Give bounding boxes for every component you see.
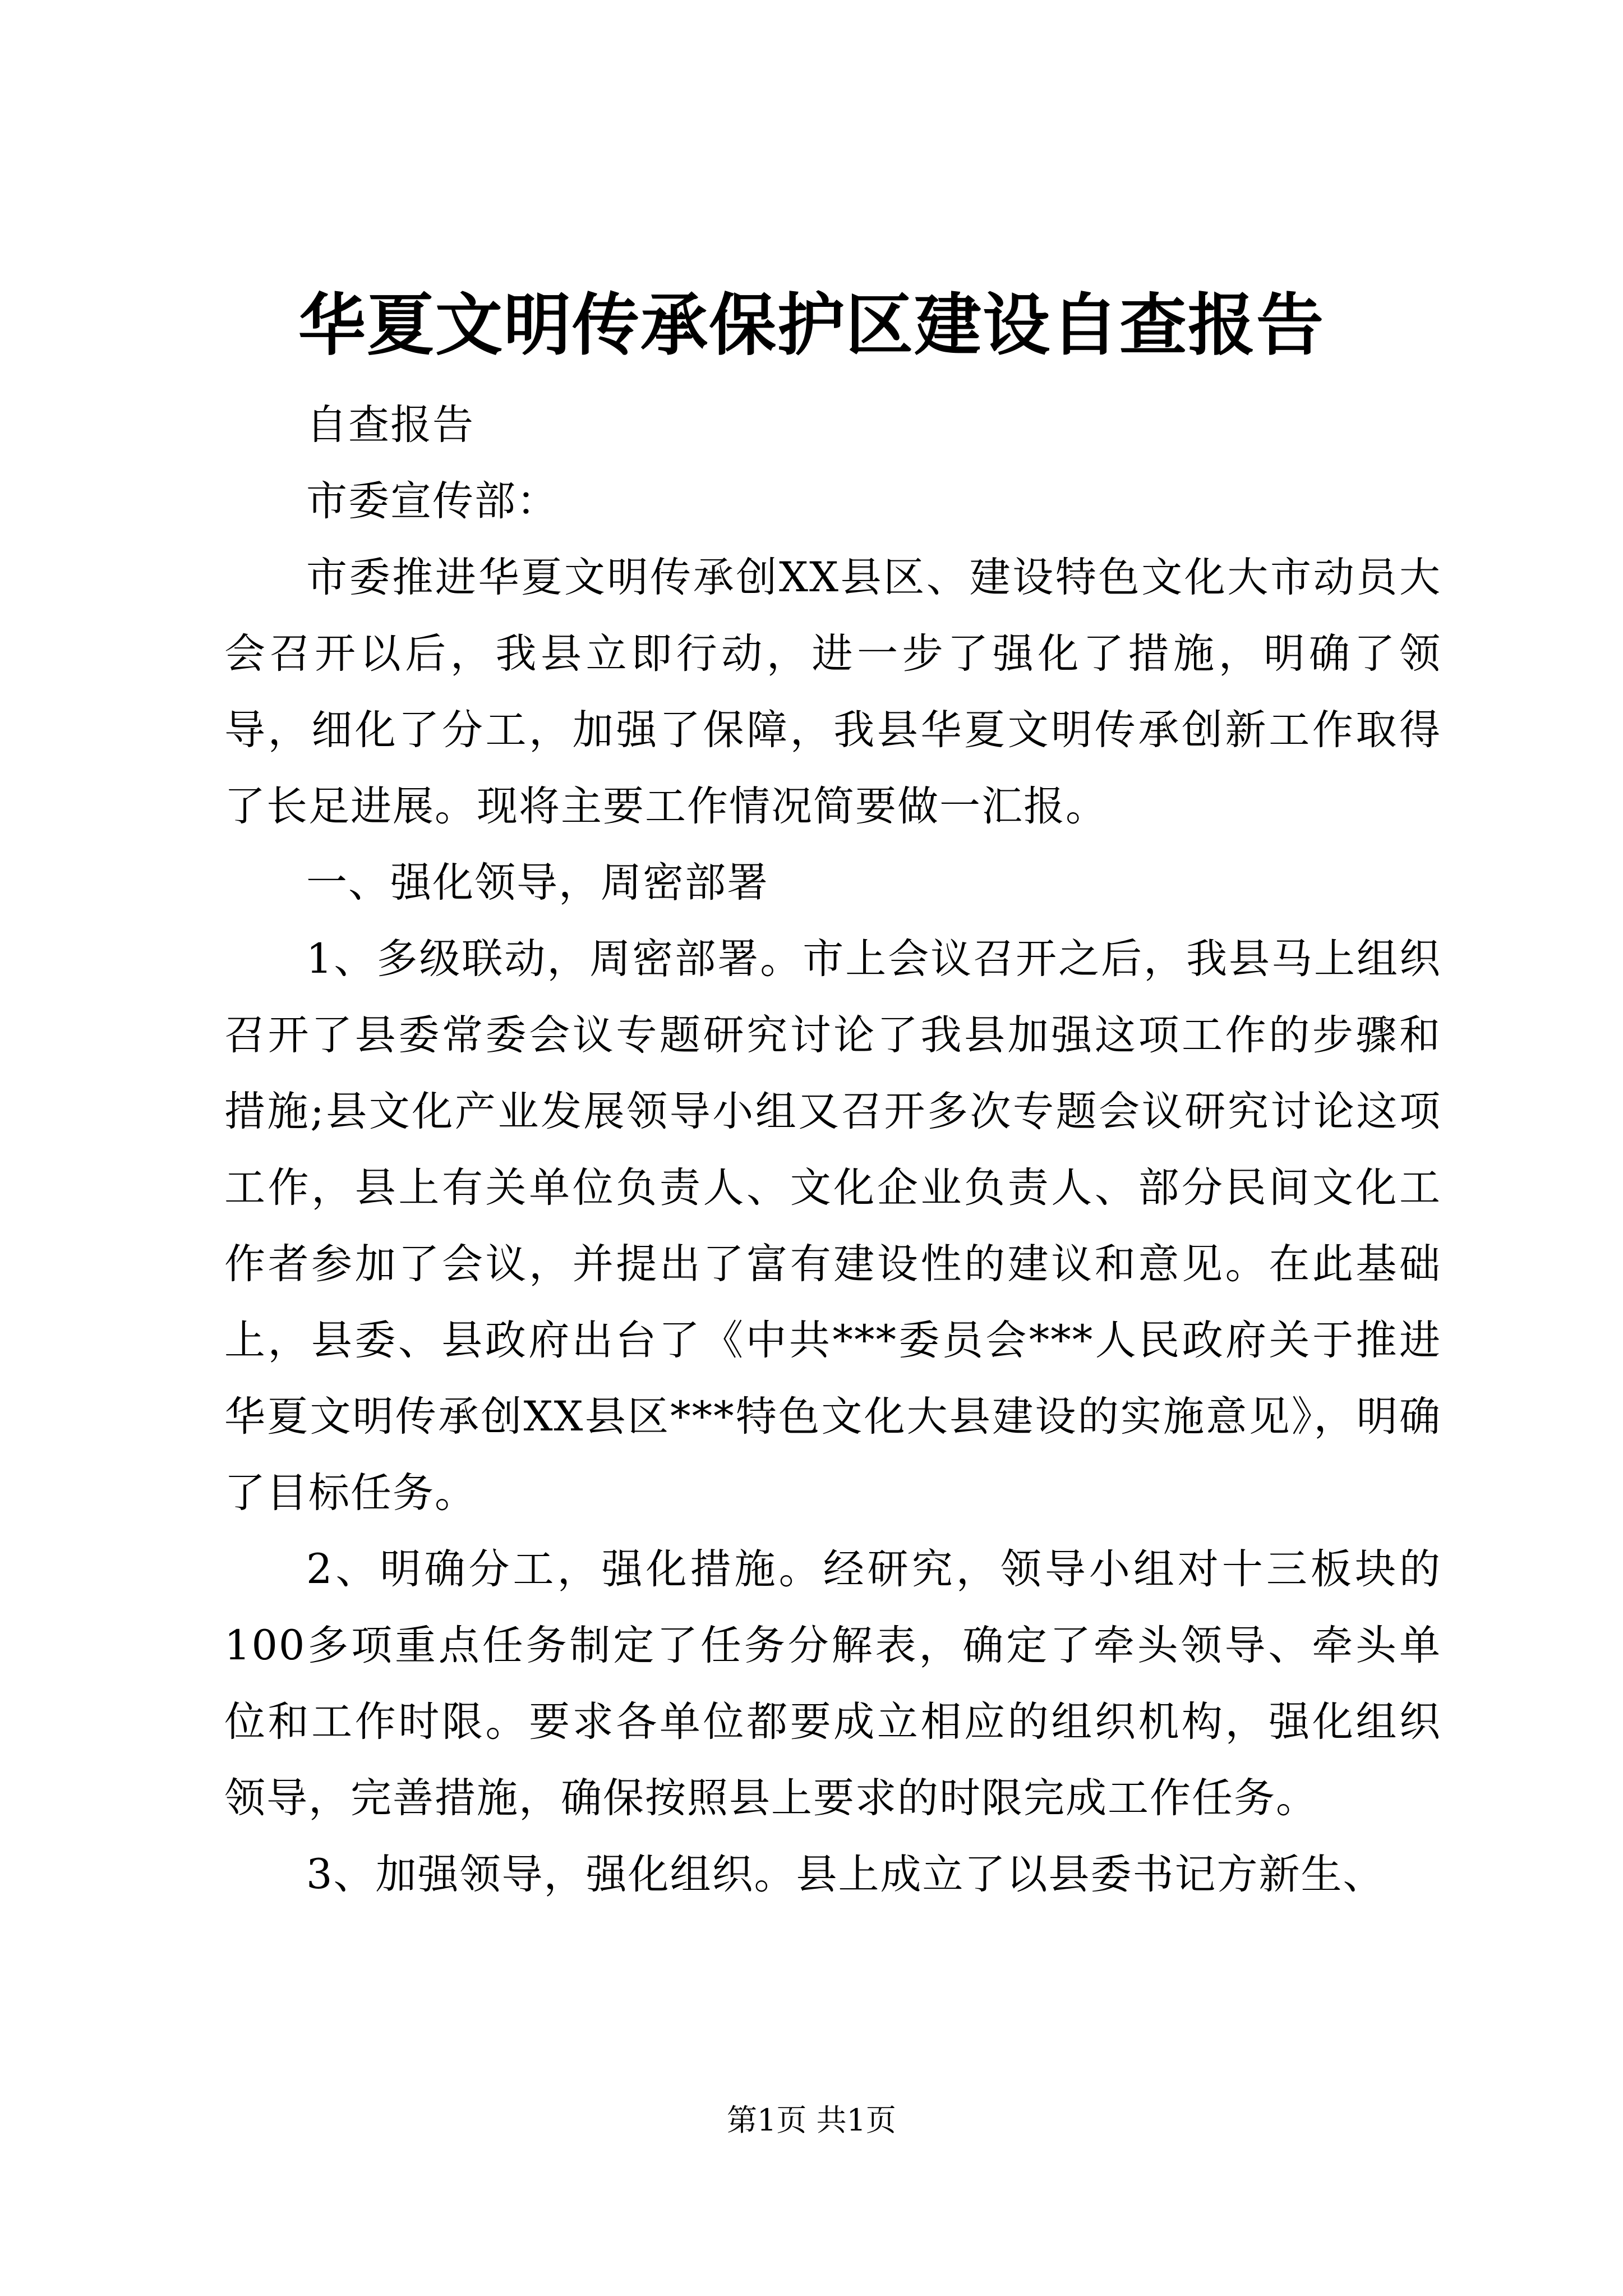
paragraph-item-2: 2、明确分工，强化措施。经研究，领导小组对十三板块的100多项重点任务制定了任务分解表，确定了牵头领导、牵头单位和工作时限。要求各单位都要成立相应的组织机构，强化组织领导，完善措施，确保按照县上要求的时限完成工作任务。 [224, 1545, 1441, 1822]
document-title: 华夏文明传承保护区建设自查报告 [298, 286, 1325, 365]
section-heading-1: 一、强化领导，周密部署 [306, 859, 769, 907]
document-body [224, 387, 1441, 1913]
paragraph-report-label: 自查报告 [306, 401, 474, 449]
paragraph-intro: 市委推进华夏文明传承创XX县区、建设特色文化大市动员大会召开以后，我县立即行动，进一步了强化了措施，明确了领导，细化了分工，加强了保障，我县华夏文明传承创新工作取得了长足进展。现将主要工作情况简要做一汇报。 [224, 554, 1441, 830]
paragraph-item-3: 3、加强领导，强化组织。县上成立了以县委书记方新生、 [306, 1851, 1385, 1898]
paragraph-item-1: 1、多级联动，周密部署。市上会议召开之后，我县马上组织召开了县委常委会议专题研究讨论了我县加强这项工作的步骤和措施;县文化产业发展领导小组又召开多次专题会议研究讨论这项工作，县上有关单位负责人、文化企业负责人、部分民间文化工作者参加了会议，并提出了富有建设性的建议和意见。在此基础上，县委、县政府出台了《中共***委员会***人民政府关于推进华夏文明传承创XX县区***特色文化大县建设的实施意见》，明确了目标任务。 [224, 935, 1441, 1517]
page-number-footer: 第1页 共1页 [727, 2102, 896, 2138]
paragraph-addressee: 市委宣传部： [306, 477, 559, 525]
